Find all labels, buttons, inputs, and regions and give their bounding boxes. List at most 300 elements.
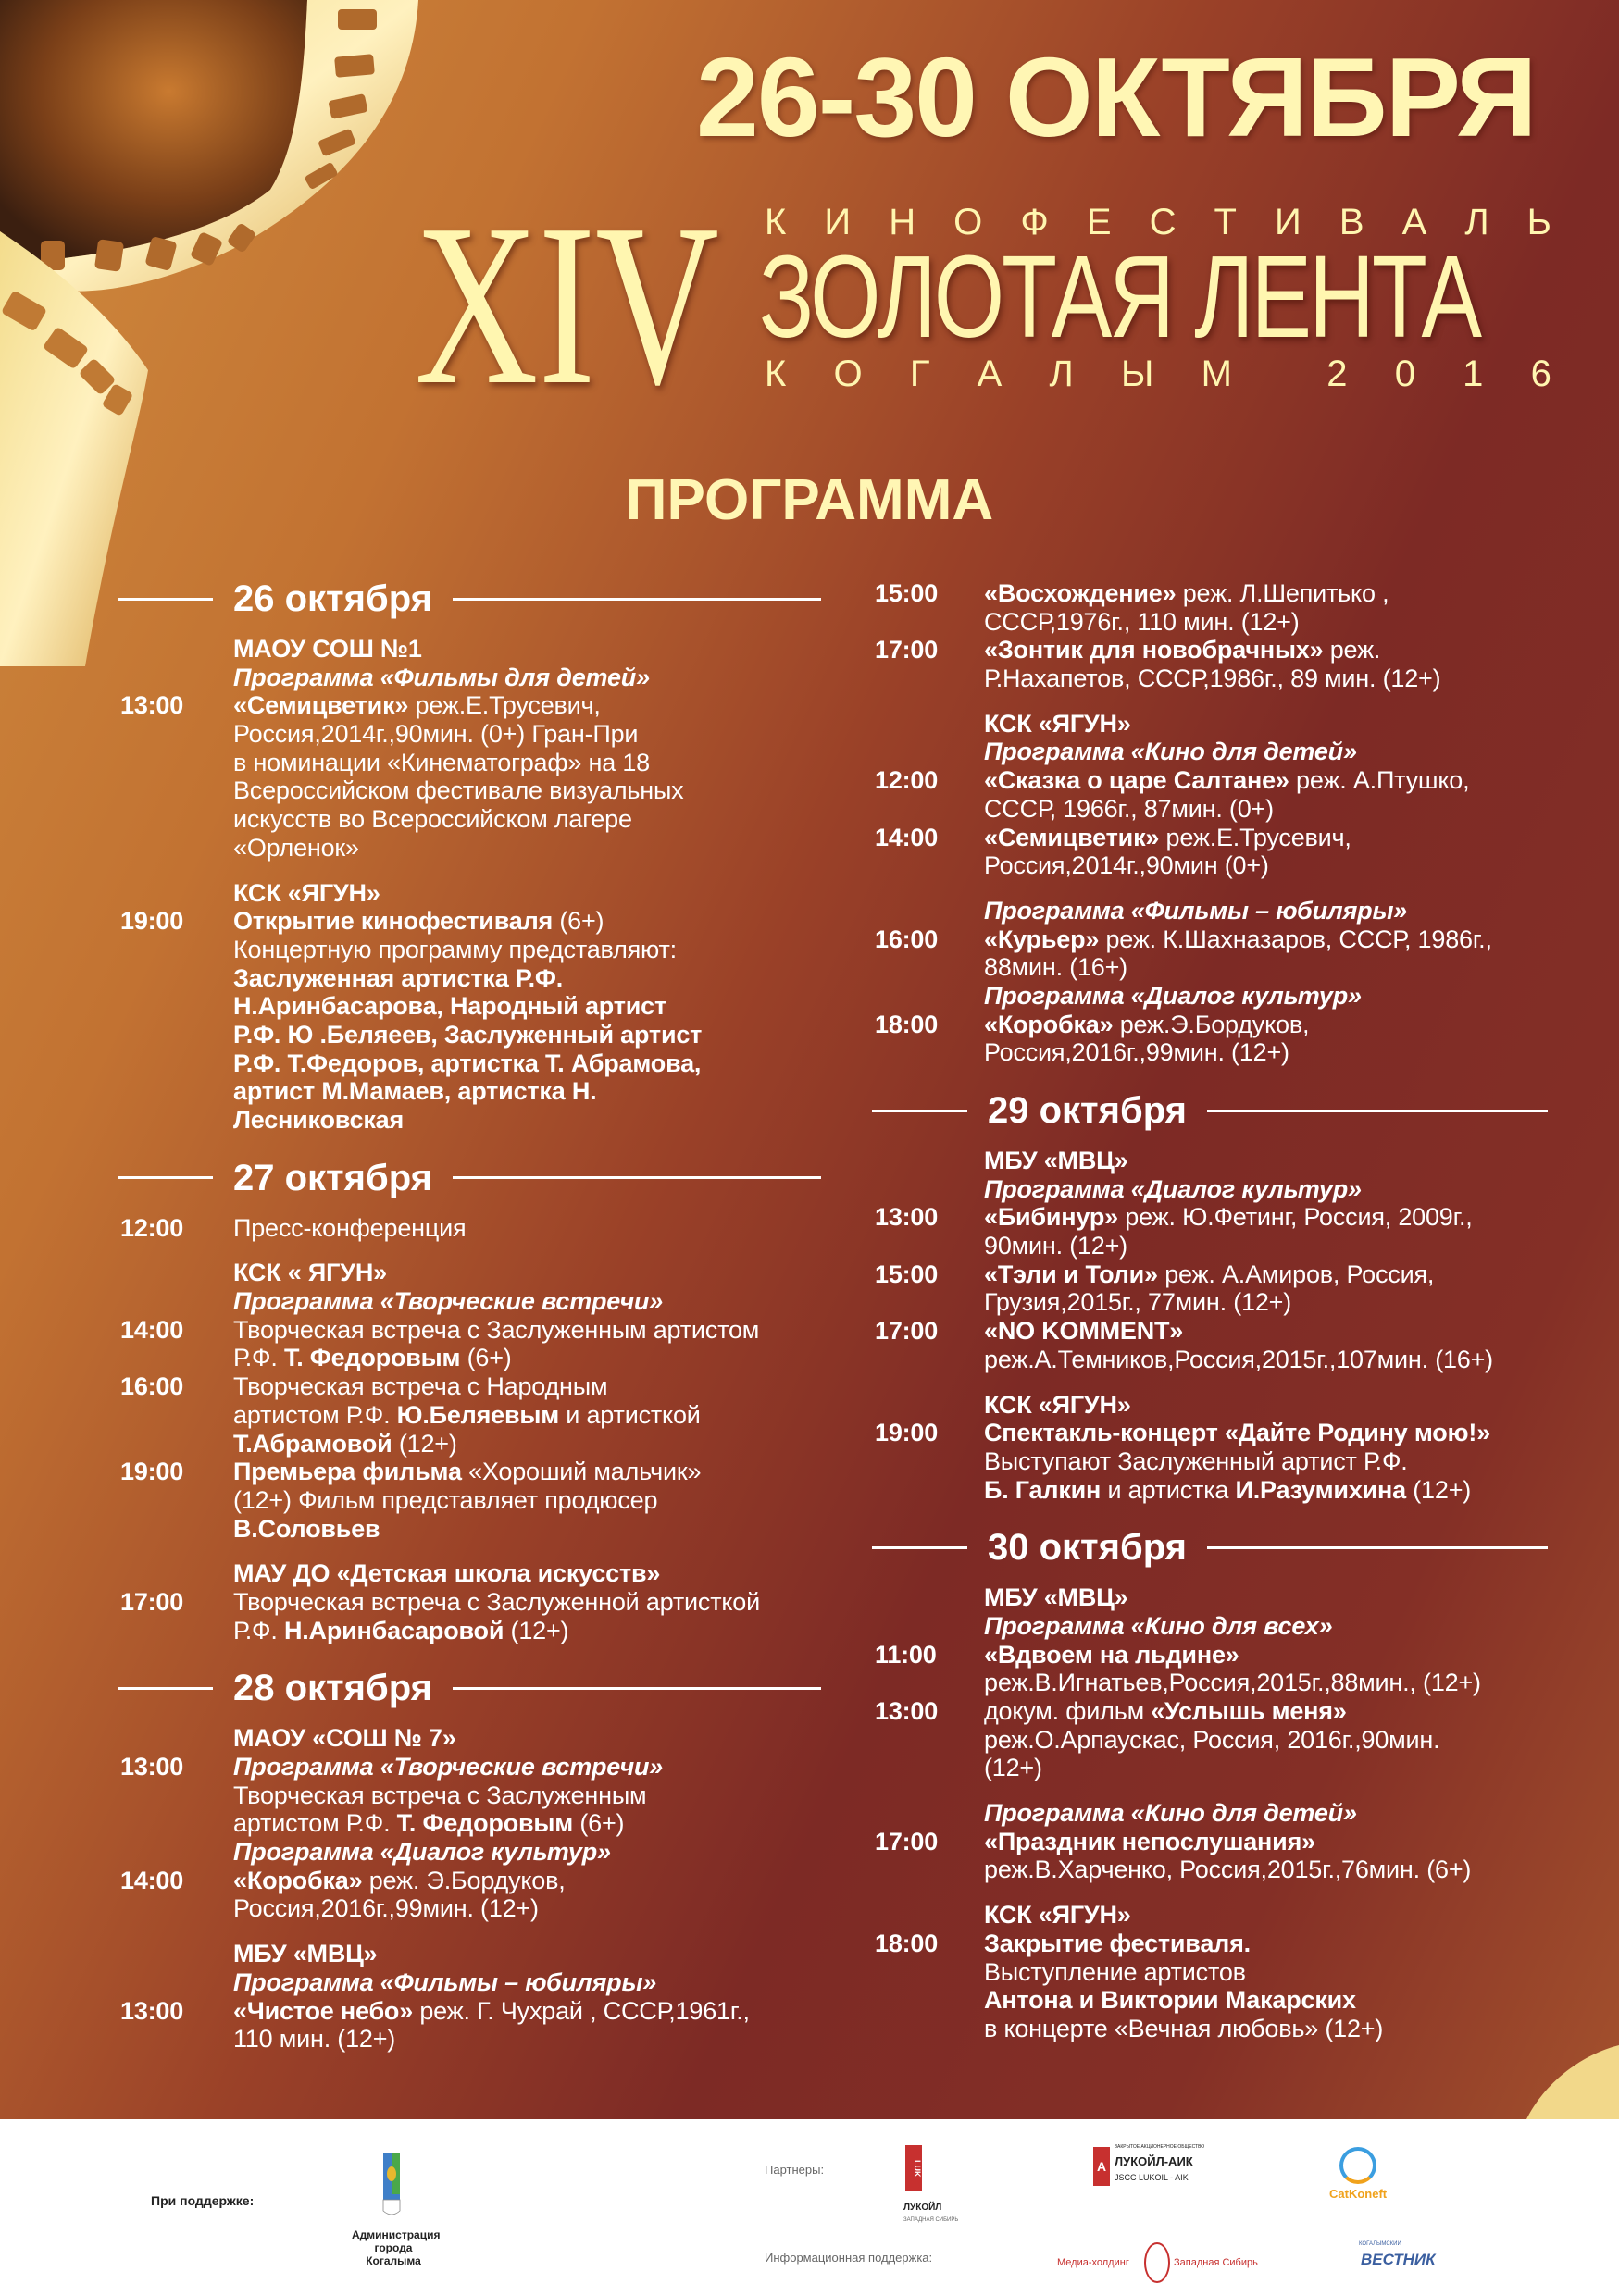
event-line [118, 907, 821, 936]
subtitle-letter: К [765, 202, 787, 242]
event-line [872, 1583, 1548, 1612]
event-line [118, 1486, 821, 1515]
vestnik-sub: КОГАЛЫМСКИЙ [1359, 2241, 1401, 2247]
event-line [872, 738, 1548, 766]
event-group [872, 1799, 1548, 1884]
event-line [872, 1391, 1548, 1420]
event-highlight: Заслуженная артистка Р.Ф. [233, 963, 564, 992]
event-highlight: Т. Федоровым [283, 1344, 461, 1372]
event-text: Россия,2014г.,90мин (0+) [984, 851, 1269, 880]
event-text: Р.Нахапетов, СССР,1986г., 89 мин. (12+) [984, 664, 1441, 693]
event-highlight: КСК «ЯГУН» [984, 1901, 1131, 1930]
event-text: реж.Е.Трусевич, [408, 691, 601, 720]
event-text: реж. К.Шахназаров, СССР, 1986г., [1099, 925, 1492, 953]
event-highlight: «Семицветик» [233, 691, 409, 720]
event-line [872, 1986, 1548, 2015]
subtitle-letter: С [1149, 202, 1177, 242]
event-line [118, 964, 821, 993]
event-line [118, 834, 821, 863]
event-line [118, 1894, 821, 1923]
event-highlight: «Праздник непослушания» [984, 1827, 1315, 1855]
event-text: Р.Ф. [233, 1616, 284, 1644]
event-line [118, 1214, 821, 1243]
event-group [872, 897, 1548, 1067]
event-line [118, 1106, 821, 1135]
event-line [118, 1049, 821, 1078]
event-text: Выступление артистов [984, 1957, 1246, 1986]
day-label: 28 октября [233, 1668, 432, 1709]
subtitle-letter: Е [1086, 202, 1112, 242]
event-highlight: «Сказка о царе Салтане» [984, 766, 1289, 795]
event-line [872, 982, 1548, 1011]
event-text: реж.В.Харченко, Россия,2015г.,76мин. (6+) [984, 1855, 1472, 1884]
event-time: 19:00 [120, 1458, 184, 1486]
event-line [872, 710, 1548, 738]
event-highlight: Программа «Кино для детей» [984, 738, 1357, 766]
event-highlight: В.Соловьев [233, 1514, 380, 1543]
event-highlight: «Тэли и Толи» [984, 1260, 1158, 1288]
event-highlight: Программа «Фильмы – юбиляры» [233, 1967, 657, 1996]
event-time: 16:00 [120, 1372, 184, 1401]
event-highlight: Закрытие фестиваля. [984, 1929, 1251, 1957]
event-text: СССР,1976г., 110 мин. (12+) [984, 607, 1300, 636]
festival-name: ЗОЛОТАЯ ЛЕНТА [759, 231, 1479, 362]
event-line [118, 1617, 821, 1645]
event-line [872, 636, 1548, 664]
event-time: 13:00 [875, 1203, 939, 1232]
event-line [118, 805, 821, 834]
subtitle-letter: О [953, 202, 983, 242]
lukoil-sub: ЗАПАДНАЯ СИБИРЬ [903, 2217, 959, 2223]
event-highlight: И.Разумихина [1235, 1475, 1406, 1504]
event-line [872, 925, 1548, 954]
event-line [118, 720, 821, 749]
event-text: реж.А.Темников,Россия,2015г.,107мин. (16+) [984, 1345, 1493, 1373]
film-strip-decoration [0, 0, 426, 666]
event-line [872, 1232, 1548, 1260]
event-highlight: «Вдвоем на льдине» [984, 1640, 1239, 1669]
event-highlight: МАОУ «СОШ № 7» [233, 1724, 456, 1753]
event-line [872, 1641, 1548, 1669]
divider-line [872, 1110, 967, 1112]
event-group [118, 1559, 821, 1644]
event-time: 17:00 [875, 1827, 939, 1855]
event-line [118, 1316, 821, 1345]
event-line [118, 1559, 821, 1588]
event-group [872, 1147, 1548, 1374]
event-text: в концерте «Вечная любовь» (12+) [984, 2014, 1384, 2042]
support-label: При поддержке: [151, 2193, 255, 2208]
event-line [872, 1317, 1548, 1346]
day-header [872, 1087, 1548, 1134]
event-text: и артистка [1101, 1475, 1236, 1504]
media-holding-right: Западная Сибирь [1174, 2257, 1258, 2268]
divider-line [1207, 1110, 1548, 1112]
event-text: (6+) [553, 907, 604, 936]
subtitle-letter: Ь [1526, 202, 1551, 242]
event-highlight: МБУ «МВЦ» [984, 1147, 1128, 1174]
event-line [872, 766, 1548, 795]
event-highlight: Премьера фильма [233, 1458, 462, 1486]
festival-dates: 26-30 ОКТЯБРЯ [696, 34, 1536, 160]
event-time: 16:00 [875, 925, 939, 953]
event-highlight: Т. Федоровым [396, 1809, 574, 1838]
info-support-label: Информационная поддержка: [765, 2251, 933, 2265]
event-line [118, 1021, 821, 1049]
divider-line [118, 598, 213, 601]
event-line [118, 2025, 821, 2054]
city-year-letter: М [1201, 354, 1232, 394]
event-line [872, 1038, 1548, 1067]
divider-line [872, 1546, 967, 1549]
catkoneft-logo-icon [1339, 2147, 1376, 2184]
city-year-letter: 6 [1530, 354, 1551, 394]
event-group [872, 1901, 1548, 2042]
event-text: Россия,2014г.,90мин. (0+) Гран-При [233, 720, 639, 749]
event-highlight: «Услышь меня» [1151, 1697, 1347, 1725]
event-group [118, 635, 821, 863]
event-time: 19:00 [875, 1419, 939, 1447]
event-group [118, 1214, 821, 1243]
city-year-letter: 2 [1326, 354, 1348, 394]
event-text: Р.Ф. [233, 1344, 284, 1372]
event-line [872, 1754, 1548, 1782]
event-line [118, 1753, 821, 1781]
event-text: реж. Э.Бордуков, [362, 1866, 566, 1894]
event-line [872, 897, 1548, 925]
day-header [118, 576, 821, 622]
event-highlight: Программа «Творческие встречи» [233, 1287, 664, 1316]
event-line [118, 936, 821, 964]
event-line [118, 1458, 821, 1486]
event-text: реж. [1323, 636, 1381, 664]
event-highlight: «Курьер» [984, 925, 1100, 953]
event-highlight: КСК «ЯГУН» [984, 709, 1131, 738]
day-header [118, 1665, 821, 1711]
event-line [118, 1867, 821, 1895]
event-highlight: Р.Ф. Ю .Беляеев, Заслуженный артист [233, 1020, 703, 1049]
event-text: (12+) [504, 1616, 569, 1644]
event-line [872, 1697, 1548, 1726]
event-highlight: Б. Галкин [984, 1475, 1102, 1504]
day-label: 30 октября [988, 1527, 1187, 1569]
event-line [118, 1344, 821, 1372]
event-line [118, 776, 821, 805]
event-time: 17:00 [875, 1317, 939, 1346]
event-line [118, 691, 821, 720]
city-year-letter: О [833, 354, 863, 394]
event-line [872, 1799, 1548, 1828]
divider-line [453, 1687, 821, 1690]
event-text: (12+) Фильм представляет продюсер [233, 1485, 658, 1514]
event-text: реж. Г. Чухрай , СССР,1961г., [413, 1996, 750, 2025]
event-line [118, 1724, 821, 1753]
event-time: 13:00 [120, 691, 184, 720]
event-text: реж. А.Амиров, Россия, [1157, 1260, 1435, 1288]
event-text: реж.Э.Бордуков, [1113, 1010, 1310, 1038]
city-year-letter: Л [1049, 354, 1074, 394]
event-highlight: Лесниковская [233, 1106, 405, 1134]
event-highlight: Программа «Диалог культур» [233, 1838, 611, 1867]
subtitle-letter: Н [889, 202, 916, 242]
event-line [872, 1147, 1548, 1175]
event-text: 110 мин. (12+) [233, 2025, 396, 2054]
event-highlight: Программа «Диалог культур» [984, 981, 1362, 1010]
day-label: 26 октября [233, 578, 432, 619]
event-group [872, 579, 1548, 693]
event-text: в номинации «Кинематограф» на 18 [233, 748, 650, 776]
event-line [118, 1838, 821, 1867]
event-highlight: «Восхождение» [984, 579, 1177, 607]
event-line [872, 1726, 1548, 1755]
footer-sponsors [0, 2119, 1619, 2296]
event-highlight: Программа «Кино для всех» [984, 1611, 1333, 1640]
event-group [118, 1724, 821, 1923]
event-line [872, 1288, 1548, 1317]
event-highlight: Программа «Творческие встречи» [233, 1753, 664, 1781]
event-line [118, 1809, 821, 1838]
event-text: (12+) [984, 1754, 1042, 1782]
schedule-column-left [118, 576, 821, 2054]
event-text: (12+) [1405, 1475, 1472, 1504]
event-time: 14:00 [875, 823, 939, 851]
event-text: 88мин. (16+) [984, 953, 1127, 982]
lukoil-logo: LUK [905, 2145, 922, 2191]
event-line [118, 1372, 821, 1401]
event-text: Пресс-конференция [233, 1213, 467, 1242]
event-line [118, 1287, 821, 1316]
event-highlight: «Коробка» [984, 1010, 1114, 1038]
event-text: Всероссийском фестивале визуальных [233, 776, 684, 805]
event-time: 15:00 [875, 1260, 939, 1288]
event-highlight: Т.Абрамовой [233, 1429, 392, 1458]
event-text: Выступают Заслуженный артист Р.Ф. [984, 1446, 1408, 1475]
kogalym-coat-of-arms-icon [382, 2153, 403, 2218]
event-highlight: Р.Ф. Т.Федоров, артистка Т. Абрамова, [233, 1049, 702, 1077]
event-text: реж.Е.Трусевич, [1159, 823, 1351, 851]
event-highlight: «Зонтик для новобрачных» [984, 636, 1324, 664]
event-line [118, 1997, 821, 2026]
media-holding-logo-icon [1144, 2242, 1170, 2283]
event-highlight: Программа «Фильмы – юбиляры» [984, 896, 1408, 925]
event-highlight: КСК « ЯГУН» [233, 1259, 387, 1287]
event-line [872, 579, 1548, 608]
event-time: 14:00 [120, 1315, 184, 1344]
event-line [872, 1476, 1548, 1505]
film-strip-corner-decoration [1471, 2036, 1619, 2119]
event-highlight: Антона и Виктории Макарских [984, 1986, 1356, 2015]
event-line [872, 608, 1548, 637]
subtitle-letter: Ф [1020, 202, 1049, 242]
event-text: Творческая встреча с Народным [233, 1372, 608, 1401]
event-highlight: Программа «Кино для детей» [984, 1799, 1357, 1828]
catkoneft-logo: CatKoneft [1329, 2187, 1388, 2201]
event-highlight: Спектакль-концерт «Дайте Родину мою!» [984, 1419, 1491, 1447]
vestnik-logo: ВЕСТНИК [1361, 2251, 1436, 2268]
event-time: 19:00 [120, 907, 184, 936]
event-text: реж. Ю.Фетинг, Россия, 2009г., [1117, 1203, 1473, 1232]
divider-line [453, 1176, 821, 1179]
event-text: СССР, 1966г., 87мин. (0+) [984, 794, 1274, 823]
event-time: 17:00 [875, 636, 939, 664]
subtitle-letter: В [1339, 202, 1364, 242]
program-title-text: ПРОГРАММА [625, 468, 994, 532]
event-time: 18:00 [875, 1010, 939, 1038]
event-time: 13:00 [875, 1697, 939, 1725]
event-time: 13:00 [120, 1753, 184, 1781]
event-text: 90мин. (12+) [984, 1232, 1127, 1260]
event-line [118, 664, 821, 692]
event-line [872, 1855, 1548, 1884]
event-highlight: Открытие кинофестиваля [233, 907, 554, 936]
festival-edition: XIV [415, 177, 719, 433]
event-highlight: «Чистое небо» [233, 1996, 414, 2025]
event-text: искусств во Всероссийском лагере [233, 805, 632, 834]
event-line [872, 851, 1548, 880]
event-text: Творческая встреча с Заслуженным артистом [233, 1315, 760, 1344]
schedule-column-right [872, 579, 1548, 2043]
event-highlight: МБУ «МВЦ» [984, 1583, 1128, 1612]
city-year-letter: Г [909, 354, 930, 394]
event-highlight: «Семицветик» [984, 823, 1160, 851]
city-year-letter: А [977, 354, 1003, 394]
event-time: 13:00 [120, 1996, 184, 2025]
subtitle-letter: А [1401, 202, 1427, 242]
event-time: 17:00 [120, 1587, 184, 1616]
day-label: 29 октября [988, 1090, 1187, 1131]
event-time: 11:00 [875, 1640, 937, 1669]
event-text: артистом Р.Ф. [233, 1400, 397, 1429]
event-line [872, 1346, 1548, 1374]
event-line [118, 1588, 821, 1617]
event-highlight: Н.Аринбасаровой [283, 1616, 504, 1644]
subtitle-letter: Л [1464, 202, 1489, 242]
event-text: (6+) [460, 1344, 512, 1372]
event-line [872, 1203, 1548, 1232]
event-line [872, 1828, 1548, 1856]
divider-line [453, 598, 821, 601]
event-group [872, 1583, 1548, 1782]
lukoil-aik-logo-icon: A [1093, 2147, 1110, 2186]
event-line [872, 2015, 1548, 2043]
city-year-letter: 0 [1394, 354, 1415, 394]
partners-label: Партнеры: [765, 2163, 825, 2177]
divider-line [118, 1176, 213, 1179]
lukoil-aik-name: ЛУКОЙЛ-АИК [1115, 2154, 1193, 2168]
city-year-letter: Ы [1120, 354, 1154, 394]
event-time: 12:00 [120, 1213, 184, 1242]
event-text: «Хороший мальчик» [461, 1458, 702, 1486]
event-line [872, 1612, 1548, 1641]
event-highlight: Ю.Беляевым [396, 1400, 559, 1429]
event-highlight: МАОУ СОШ №1 [233, 635, 422, 663]
event-text: реж.В.Игнатьев,Россия,2015г.,88мин., (12+) [984, 1669, 1481, 1697]
subtitle-letter: И [1275, 202, 1301, 242]
event-line [118, 879, 821, 908]
event-line [872, 1447, 1548, 1476]
event-group [118, 1259, 821, 1543]
event-highlight: КСК «ЯГУН» [233, 878, 380, 907]
event-text: Россия,2016г.,99мин. (12+) [233, 1894, 539, 1923]
event-text: Творческая встреча с Заслуженным [233, 1781, 647, 1809]
event-line [872, 1175, 1548, 1204]
event-line [118, 1430, 821, 1458]
event-line [872, 953, 1548, 982]
event-text: реж.О.Арпаускас, Россия, 2016г.,90мин. [984, 1725, 1440, 1754]
event-highlight: «Коробка» [233, 1866, 363, 1894]
event-time: 14:00 [120, 1866, 184, 1894]
event-group [118, 1940, 821, 2054]
event-line [872, 1958, 1548, 1987]
lukoil-name: ЛУКОЙЛ [903, 2203, 942, 2213]
event-text: Творческая встреча с Заслуженной артисткой [233, 1587, 760, 1616]
event-line [118, 635, 821, 664]
divider-line [118, 1687, 213, 1690]
event-text: (6+) [573, 1809, 625, 1838]
event-line [118, 992, 821, 1021]
event-text: «Орленок» [233, 833, 359, 862]
event-highlight: Программа «Фильмы для детей» [233, 663, 650, 691]
event-highlight: КСК «ЯГУН» [984, 1390, 1131, 1419]
event-line [118, 1401, 821, 1430]
lukoil-aik-top: ЗАКРЫТОЕ АКЦИОНЕРНОЕ ОБЩЕСТВО [1115, 2144, 1205, 2150]
event-text: (12+) [392, 1429, 457, 1458]
event-text: реж. А.Птушко, [1289, 766, 1470, 795]
event-line [118, 1968, 821, 1997]
event-line [872, 1260, 1548, 1289]
event-group [118, 879, 821, 1135]
event-highlight: «NO KOMMENT» [984, 1317, 1184, 1346]
city-year-letter: К [765, 354, 787, 394]
event-time: 12:00 [875, 766, 939, 795]
event-line [118, 1259, 821, 1287]
city-year-letter: 1 [1463, 354, 1484, 394]
event-line [118, 1940, 821, 1968]
lukoil-aik-en: JSCC LUKOIL - AIK [1115, 2173, 1189, 2182]
event-text: Концертную программу представляют: [233, 935, 677, 963]
event-text: артистом Р.Ф. [233, 1809, 397, 1838]
event-highlight: артист М.Мамаев, артистка Н. [233, 1077, 597, 1106]
event-line [872, 1419, 1548, 1447]
divider-line [1207, 1546, 1548, 1549]
day-label: 27 октября [233, 1157, 432, 1198]
event-line [118, 1077, 821, 1106]
event-line [118, 1781, 821, 1810]
event-line [872, 1669, 1548, 1697]
event-line [118, 1515, 821, 1544]
day-header [118, 1155, 821, 1201]
media-holding-left: Медиа-холдинг [1057, 2257, 1129, 2268]
event-time: 18:00 [875, 1929, 939, 1957]
event-highlight: МБУ «МВЦ» [233, 1940, 378, 1968]
event-line [118, 749, 821, 777]
event-text: и артисткой [559, 1400, 701, 1429]
program-title [0, 467, 1619, 534]
event-group [872, 1391, 1548, 1505]
event-line [872, 664, 1548, 693]
event-time: 15:00 [875, 579, 939, 607]
event-highlight: «Бибинур» [984, 1203, 1118, 1232]
event-line [872, 1011, 1548, 1039]
event-text: Грузия,2015г., 77мин. (12+) [984, 1288, 1291, 1317]
festival-city-year [765, 354, 1551, 394]
event-highlight: Н.Аринбасарова, Народный артист [233, 992, 666, 1021]
event-line [872, 1930, 1548, 1958]
event-highlight: Программа «Диалог культур» [984, 1174, 1362, 1203]
subtitle-letter: Т [1214, 202, 1237, 242]
event-text: Россия,2016г.,99мин. (12+) [984, 1038, 1289, 1067]
event-text: реж. Л.Шепитько , [1176, 579, 1389, 607]
